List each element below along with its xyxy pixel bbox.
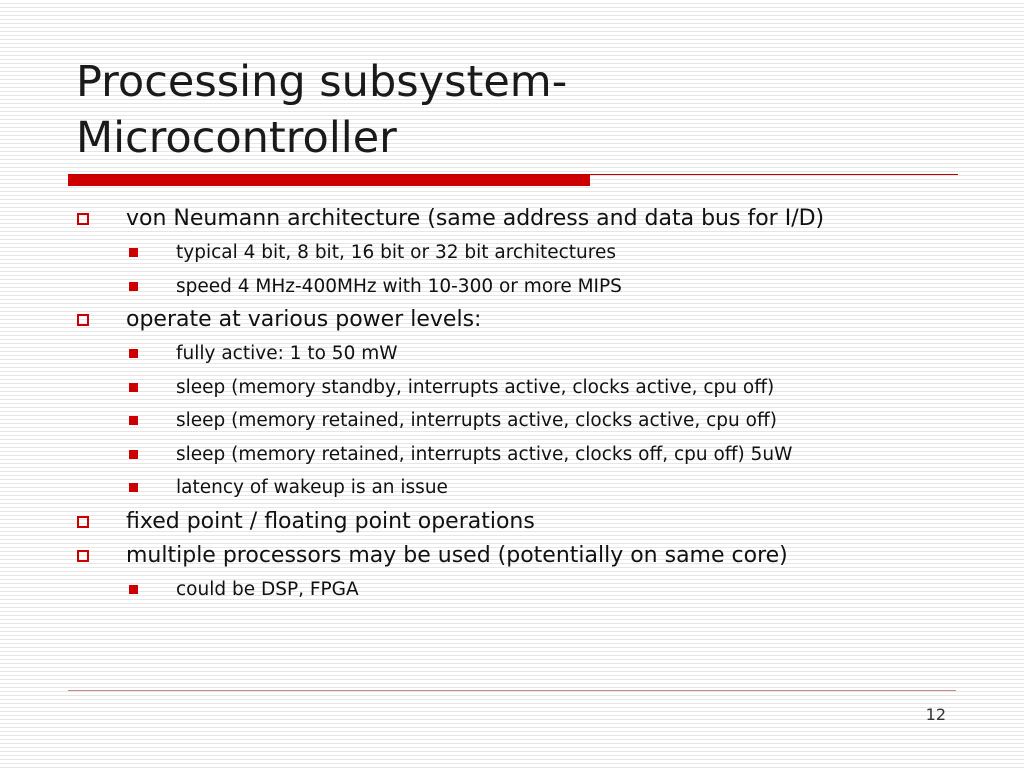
solid-square-bullet-icon: [129, 383, 138, 392]
solid-square-bullet-icon: [129, 416, 138, 425]
hollow-square-bullet-icon: [77, 550, 89, 562]
sub-bullet-item: [76, 270, 976, 304]
sub-bullet-text: sleep (memory retained, interrupts active, clocks off, cpu off) 5uW: [176, 443, 793, 465]
title-accent-bar: [68, 175, 590, 186]
sub-bullet-item: [76, 438, 976, 472]
solid-square-bullet-icon: [129, 585, 138, 594]
sub-bullet-text: latency of wakeup is an issue: [176, 477, 448, 498]
solid-square-bullet-icon: [129, 483, 138, 492]
sub-bullet-item: [76, 371, 976, 405]
hollow-square-bullet-icon: [77, 516, 89, 528]
sub-bullet-item: [76, 404, 976, 438]
slide-title: [76, 54, 956, 166]
bullet-text: multiple processors may be used (potentially on same core): [126, 542, 788, 568]
solid-square-bullet-icon: [129, 450, 138, 459]
slide-title-line-2: Microcontroller: [76, 113, 397, 163]
hollow-square-bullet-icon: [77, 213, 89, 225]
sub-bullet-text: could be DSP, FPGA: [176, 578, 359, 600]
sub-bullet-text: sleep (memory standby, interrupts active, clocks active, cpu off): [176, 376, 775, 398]
bullet-item: [76, 539, 976, 573]
bullet-item: [76, 303, 976, 337]
bullet-text: von Neumann architecture (same address and data bus for I/D): [126, 206, 825, 231]
hollow-square-bullet-icon: [77, 314, 89, 326]
bullet-text: operate at various power levels:: [126, 307, 482, 332]
sub-bullet-text: fully active: 1 to 50 mW: [176, 343, 398, 364]
bullet-item: [76, 505, 976, 539]
solid-square-bullet-icon: [129, 349, 138, 358]
bullet-list: [76, 202, 976, 606]
footer-rule: [68, 690, 956, 691]
page-number: 12: [925, 705, 946, 724]
sub-bullet-item: [76, 337, 976, 371]
solid-square-bullet-icon: [129, 248, 138, 257]
sub-bullet-item: [76, 236, 976, 270]
slide-title-line-1: Processing subsystem-: [76, 57, 568, 107]
bullet-text: fixed point / floating point operations: [126, 508, 535, 534]
sub-bullet-item: [76, 471, 976, 505]
sub-bullet-item: [76, 573, 976, 607]
sub-bullet-text: typical 4 bit, 8 bit, 16 bit or 32 bit architectures: [176, 242, 616, 263]
bullet-item: [76, 202, 976, 236]
sub-bullet-text: sleep (memory retained, interrupts active, clocks active, cpu off): [176, 410, 777, 431]
solid-square-bullet-icon: [129, 282, 138, 291]
sub-bullet-text: speed 4 MHz-400MHz with 10-300 or more MIPS: [176, 275, 622, 297]
